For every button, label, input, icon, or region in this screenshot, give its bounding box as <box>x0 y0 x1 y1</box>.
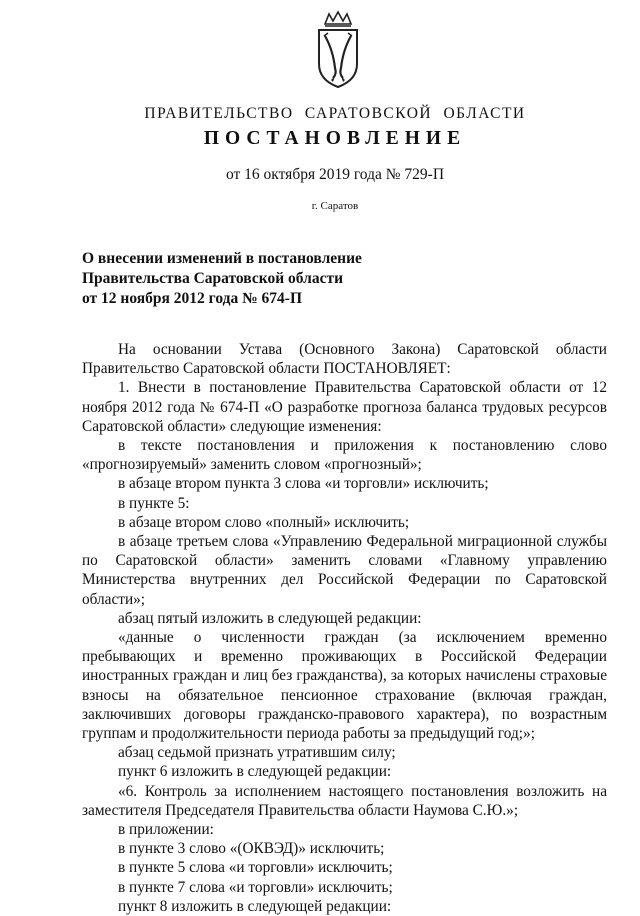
paragraph: 1. Внести в постановление Правительства Саратовской области от 12 ноября 2012 года № 674-П «О разработке прогноза баланса трудовых ресурсов Саратовской области» следующие изменения: <box>82 379 607 435</box>
paragraph: в тексте постановления и приложения к постановлению слово «прогнозируемый» заменить словом «прогнозный»; <box>82 437 607 474</box>
paragraph: в абзаце втором пункта 3 слова «и торговли» исключить; <box>118 475 489 493</box>
document-city: г. Саратов <box>311 200 359 212</box>
paragraph: «6. Контроль за исполнением настоящего постановления возложить на заместителя Председателя Правительства области Наумова С.Ю.»; <box>82 782 607 819</box>
saratov-coat-of-arms-emblem <box>311 10 365 90</box>
paragraph: абзац пятый изложить в следующей редакции: <box>118 609 422 627</box>
paragraph: в абзаце третьем слова «Управлению Федеральной миграционной службы по Саратовской области» заменить словами «Главному управлению Министерства внутренних дел Российской Федерации по Саратовской области»; <box>82 533 607 608</box>
document-body <box>82 340 607 916</box>
title-line: О внесении изменений в постановление <box>82 250 362 267</box>
title-line: от 12 ноября 2012 года № 674-П <box>82 290 303 307</box>
document-title <box>82 249 362 309</box>
document-type: ПОСТАНОВЛЕНИЕ <box>203 128 467 149</box>
paragraph: в приложении: <box>118 821 214 839</box>
paragraph: в пункте 5 слова «и торговли» исключить; <box>118 859 393 877</box>
organization-name: ПРАВИТЕЛЬСТВО САРАТОВСКОЙ ОБЛАСТИ <box>144 105 526 122</box>
paragraph: «данные о численности граждан (за исключением временно пребывающих и временно проживающих в Российской Федерации иностранных граждан и лиц без гражданства), за которых начислены страховые взносы на обязательное пенсионное страхование (включая граждан, заключивших договоры гражданско-правового характера), по возрастным группам и продолжительности периода работы за предыдущий год;»; <box>82 629 607 743</box>
paragraph: пункт 8 изложить в следующей редакции: <box>118 897 392 915</box>
paragraph: в абзаце втором слово «полный» исключить; <box>118 513 410 531</box>
paragraph: На основании Устава (Основного Закона) Саратовской области Правительство Саратовской области ПОСТАНОВЛЯЕТ: <box>82 341 607 378</box>
title-line: Правительства Саратовской области <box>82 270 343 287</box>
paragraph: в пункте 5: <box>118 494 190 512</box>
paragraph: в пункте 3 слово «(ОКВЭД)» исключить; <box>118 840 385 858</box>
paragraph: пункт 6 изложить в следующей редакции: <box>118 763 392 781</box>
document-date-number: от 16 октября 2019 года № 729-П <box>225 166 445 183</box>
paragraph: абзац седьмой признать утратившим силу; <box>118 744 396 762</box>
paragraph: в пункте 7 слова «и торговли» исключить; <box>118 878 393 896</box>
